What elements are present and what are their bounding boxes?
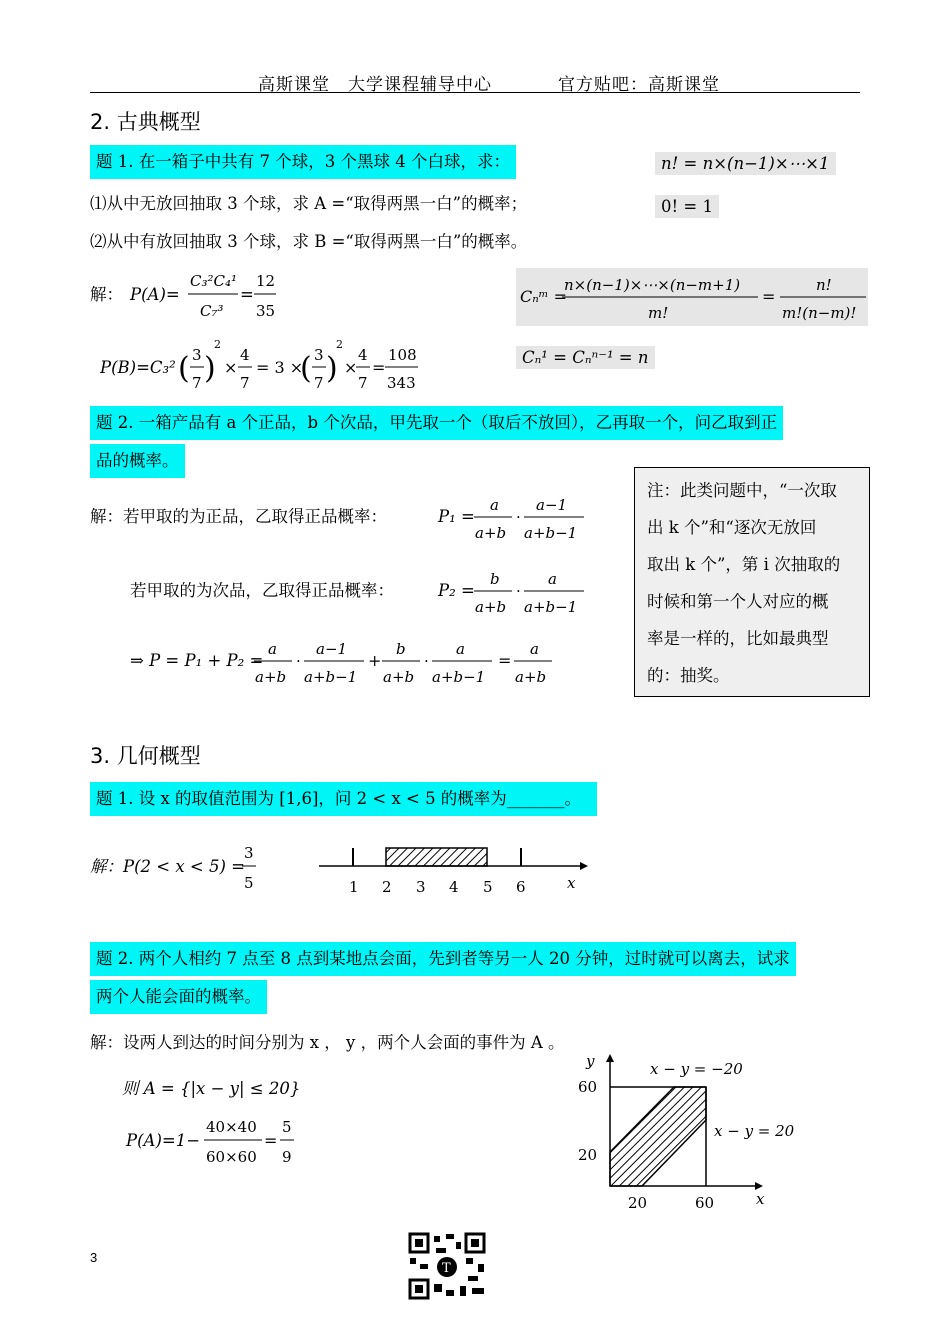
- comb-den1: m!: [648, 304, 669, 322]
- pa-den: 35: [256, 302, 276, 320]
- svg-text:a: a: [490, 496, 499, 514]
- svg-text:a: a: [530, 640, 539, 658]
- combination-identity: Cₙ¹ = Cₙⁿ⁻¹ = n: [516, 346, 655, 369]
- svg-text:(: (: [178, 351, 190, 386]
- s3-q2-pa-rnum: 5: [282, 1118, 292, 1136]
- svg-text:2: 2: [336, 338, 343, 351]
- s3-q2-pa-lhs: P(A)=1−: [126, 1131, 201, 1150]
- interval-2-5: [386, 848, 487, 866]
- svg-text:2: 2: [214, 338, 221, 351]
- y-axis-arrow: [606, 1054, 614, 1062]
- svg-text:3: 3: [314, 346, 324, 364]
- q2-solution-svg: [90, 490, 610, 700]
- x-axis-arrow: [755, 1182, 763, 1190]
- s3-q2-prompt-line1: 题 2. 两个人相约 7 点至 8 点到某地点会面，先到者等另一人 20 分钟，过时就可以离去，试求: [90, 942, 796, 976]
- q1-pa-svg: [90, 264, 320, 322]
- svg-text:a+b−1: a+b−1: [524, 598, 578, 616]
- q2-total: ⇒ P = P₁ + P₂ =: [130, 651, 264, 670]
- graph-x-tick-60: 60: [695, 1194, 715, 1212]
- svg-text:=: =: [372, 358, 386, 377]
- svg-text:b: b: [490, 570, 500, 588]
- svg-text:3: 3: [192, 346, 202, 364]
- meeting-region: [610, 1087, 706, 1186]
- q2-sol2: 若甲取的为次品，乙取得正品概率：: [130, 581, 394, 600]
- page-number: 3: [90, 1250, 98, 1265]
- svg-text:a+b: a+b: [475, 598, 507, 616]
- s3-q2-solution: 解：设两人到达的时间分别为 x ， y ，两个人会面的事件为 A 。: [90, 1033, 565, 1052]
- graph-y-label: y: [586, 1052, 595, 1070]
- section-3-title: 3. 几何概型: [90, 744, 201, 768]
- q1-solution-pb: [100, 338, 420, 402]
- q1-pb-svg: [100, 338, 420, 398]
- section-2-title: 2. 古典概型: [90, 110, 201, 134]
- q2-prompt-line2: 品的概率。: [90, 444, 185, 478]
- header-right: 官方贴吧：高斯课堂: [558, 75, 720, 95]
- svg-text:7: 7: [358, 374, 368, 392]
- svg-text:a+b−1: a+b−1: [432, 668, 486, 686]
- svg-text:=: =: [762, 287, 776, 306]
- graph-x-label: x: [756, 1190, 765, 1208]
- q1-part1: ⑴从中无放回抽取 3 个球，求 A =“取得两黑一白”的概率；: [90, 194, 528, 213]
- note-line-4: 时候和第一个人对应的概: [647, 592, 829, 611]
- tick-label-2: 2: [382, 878, 392, 896]
- pa-c1: C₃²C₄¹: [190, 272, 238, 290]
- note-line-3: 取出 k 个”，第 i 次抽取的: [647, 555, 841, 574]
- s3-q1-prompt: 题 1. 设 x 的取值范围为 [1,6]，问 2 < x < 5 的概率为_______。: [90, 782, 597, 816]
- pa-left: P(A)=: [130, 285, 180, 304]
- svg-text:·: ·: [516, 582, 521, 600]
- pa-c2: C₇³: [200, 302, 224, 320]
- graph-x-tick-20: 20: [628, 1194, 648, 1212]
- pb-lhs: P(B)=C₃²: [100, 358, 176, 377]
- svg-text:a+b: a+b: [515, 668, 547, 686]
- svg-text:a+b: a+b: [475, 524, 507, 542]
- graph-line-right-label: x − y = 20: [714, 1122, 795, 1140]
- comb-lhs: Cₙᵐ =: [520, 287, 568, 306]
- s3-q2-prompt-line2: 两个人能会面的概率。: [90, 980, 267, 1014]
- qr-code-svg: [402, 1230, 492, 1302]
- q1-prompt: 题 1. 在一箱子中共有 7 个球，3 个黑球 4 个白球，求：: [90, 145, 516, 179]
- comb-num2: n!: [816, 276, 832, 294]
- svg-text:+: +: [368, 651, 382, 670]
- svg-text:(: (: [300, 351, 312, 386]
- comb-den2: m!(n−m)!: [782, 304, 857, 322]
- q1-solution-pa: [90, 264, 320, 326]
- note-line-5: 率是一样的，比如最典型: [647, 629, 829, 648]
- s3-q2-formulas-svg: [122, 1072, 322, 1172]
- q1-part2: ⑵从中有放回抽取 3 个球，求 B =“取得两黑一白”的概率。: [90, 232, 528, 251]
- s3-q1-sol: 解：P(2 < x < 5) =: [90, 857, 245, 876]
- tick-label-5: 5: [483, 878, 493, 896]
- meeting-graph-svg: [570, 1048, 800, 1218]
- s3-q2-pa-den: 60×60: [206, 1148, 257, 1166]
- s3-q2-pa-eq: =: [264, 1131, 278, 1150]
- svg-text:=: =: [498, 651, 512, 670]
- q2-sol1: 解：若甲取的为正品，乙取得正品概率：: [90, 507, 387, 526]
- svg-text:a−1: a−1: [316, 640, 348, 658]
- note-line-1: 注：此类问题中，“一次取: [647, 481, 837, 500]
- svg-text:7: 7: [240, 374, 250, 392]
- svg-text:·: ·: [516, 508, 521, 526]
- comb-num1: n×(n−1)×⋯×(n−m+1): [564, 276, 741, 294]
- number-line: [315, 838, 590, 902]
- svg-text:a+b−1: a+b−1: [524, 524, 578, 542]
- svg-text:a+b: a+b: [383, 668, 415, 686]
- combination-formula: [516, 268, 868, 326]
- svg-text:a−1: a−1: [536, 496, 568, 514]
- svg-text:a: a: [456, 640, 465, 658]
- number-line-x-label: x: [567, 874, 576, 892]
- note-line-6: 的：抽奖。: [647, 666, 730, 685]
- svg-text:a: a: [268, 640, 277, 658]
- svg-text:×: ×: [344, 358, 358, 377]
- s3-q1-solution: [90, 842, 270, 902]
- number-line-svg: [315, 838, 590, 898]
- svg-text:4: 4: [240, 346, 250, 364]
- graph-y-tick-20: 20: [578, 1146, 598, 1164]
- tick-label-4: 4: [449, 878, 459, 896]
- zero-factorial-formula: 0! = 1: [655, 195, 719, 218]
- s3-q1-num: 3: [244, 844, 254, 862]
- s3-q1-den: 5: [244, 874, 254, 892]
- svg-text:): ): [204, 351, 216, 386]
- q2-solution: [90, 490, 610, 704]
- svg-text:a+b: a+b: [255, 668, 287, 686]
- page-header: [90, 64, 860, 93]
- meeting-graph: [570, 1048, 800, 1222]
- tick-label-6: 6: [516, 878, 526, 896]
- q2-prompt-line1: 题 2. 一箱产品有 a 个正品，b 个次品，甲先取一个（取后不放回），乙再取一个，问乙取到正: [90, 406, 783, 440]
- note-line-2: 出 k 个”和“逐次无放回: [647, 518, 817, 537]
- svg-text:7: 7: [314, 374, 324, 392]
- s3-q2-pa-rden: 9: [282, 1148, 292, 1166]
- svg-text:×: ×: [224, 358, 238, 377]
- q2-p1: P₁ =: [438, 507, 475, 526]
- tick-label-1: 1: [349, 878, 359, 896]
- svg-text:a: a: [548, 570, 557, 588]
- pb-num: 108: [388, 346, 417, 364]
- sol-label: 解：: [90, 285, 123, 304]
- svg-text:a+b−1: a+b−1: [304, 668, 358, 686]
- header-left: 高斯课堂 大学课程辅导中心: [258, 75, 492, 95]
- q2-p2: P₂ =: [438, 581, 475, 600]
- graph-line-top-label: x − y = −20: [650, 1060, 743, 1078]
- svg-text:b: b: [396, 640, 406, 658]
- note-box: [634, 467, 870, 697]
- svg-text:4: 4: [358, 346, 368, 364]
- combination-formula-svg: [516, 268, 868, 326]
- s3-q2-set: 则 A = {|x − y| ≤ 20}: [122, 1079, 301, 1098]
- svg-text:·: ·: [296, 652, 301, 670]
- s3-q2-pa-num: 40×40: [206, 1118, 257, 1136]
- pa-num: 12: [256, 272, 276, 290]
- graph-y-tick-60: 60: [578, 1078, 598, 1096]
- pb-mid: = 3 ×: [256, 358, 304, 377]
- number-line-arrow: [580, 862, 588, 870]
- qr-code[interactable]: [402, 1230, 492, 1302]
- svg-text:): ): [326, 351, 338, 386]
- svg-text:T: T: [442, 1261, 451, 1276]
- factorial-formula: n! = n×(n−1)×⋯×1: [655, 152, 836, 175]
- svg-text:·: ·: [424, 652, 429, 670]
- s3-q1-solution-svg: [90, 842, 270, 898]
- tick-label-3: 3: [416, 878, 426, 896]
- svg-text:7: 7: [192, 374, 202, 392]
- pb-den: 343: [387, 374, 416, 392]
- s3-q2-formulas: [122, 1072, 322, 1176]
- pa-eq: =: [240, 285, 254, 304]
